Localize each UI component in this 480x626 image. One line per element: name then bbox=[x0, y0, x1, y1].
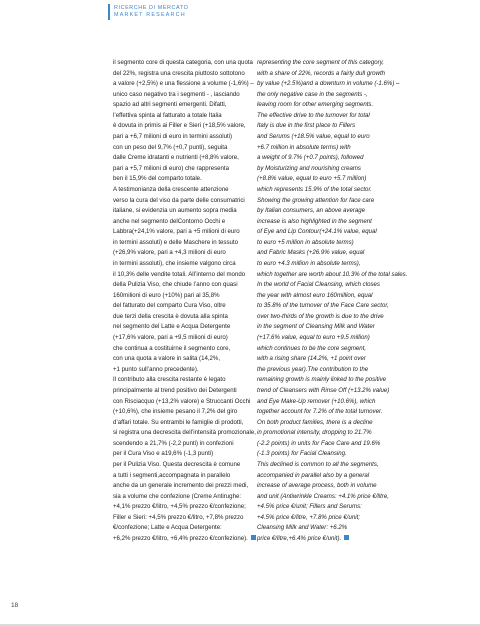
text-line-content: il segmento core di questa categoria, con una quota bbox=[113, 59, 253, 66]
text-line-content: by Moisturizing and nourishing creams bbox=[257, 164, 361, 172]
text-line-content: (+26,9% valore, pari a +4,3 milioni di euro bbox=[113, 249, 226, 257]
text-line-content: A testimonianza della crescente attenzione bbox=[113, 185, 229, 193]
text-line-content: The effective drive to the turnover for total bbox=[257, 111, 370, 119]
text-line-content: with a share of 22%, records a fairly dull growth bbox=[257, 69, 386, 77]
text-line bbox=[257, 354, 417, 365]
text-line-content: remaining growth is mainly linked to the positive bbox=[257, 376, 387, 384]
text-line-content: (-1.3 points) for Facial Cleansing. bbox=[257, 450, 347, 458]
text-line bbox=[257, 270, 417, 281]
text-line-content: (+17,6% valore, pari a +9,5 milioni di euro) bbox=[113, 334, 228, 342]
text-line-content: in termini assoluti), che insieme valgono circa bbox=[113, 259, 236, 267]
text-line-content: del fatturato del comparto Cura Viso, oltre bbox=[113, 302, 226, 310]
text-line bbox=[257, 449, 417, 460]
text-line-content: to euro +4.3 million in absolute terms), bbox=[257, 259, 361, 267]
text-line bbox=[257, 206, 417, 217]
text-line-content: verso la cura del viso da parte delle consumatrici bbox=[113, 196, 245, 204]
italian-text-column bbox=[113, 58, 269, 545]
brand-accent-bar bbox=[108, 4, 110, 20]
text-line bbox=[113, 143, 269, 154]
text-line bbox=[257, 164, 417, 175]
text-line bbox=[113, 58, 269, 69]
page-header bbox=[0, 0, 480, 24]
page-number: 18 bbox=[11, 602, 19, 609]
text-line-content: pari a +6,7 milioni di euro in termini assoluti) bbox=[113, 133, 233, 141]
text-line bbox=[257, 90, 417, 101]
text-line-content: This declined is common to all the segments, bbox=[257, 460, 379, 468]
text-line bbox=[257, 301, 417, 312]
text-line-content: price €/litre,+6.4% price €/unit). bbox=[257, 535, 342, 543]
text-line-content: which continues to be the core segment, bbox=[257, 344, 367, 352]
text-line-content: si registra una decrescita dell’intensità promozionale, bbox=[113, 429, 256, 437]
text-line-content: Italy is due in the first place to Fillers bbox=[257, 122, 356, 130]
text-line-content: and unit (Antiwrinkle Creams: +4.1% price €/litre, bbox=[257, 492, 389, 500]
text-line-content: representing the core segment of this category, bbox=[257, 59, 384, 66]
end-of-article-square-icon bbox=[344, 535, 349, 540]
text-line-content: €/confezione; Latte e Acqua Detergente: bbox=[113, 524, 222, 532]
text-line bbox=[257, 143, 417, 154]
text-line-content: a tutti i segmenti,accompagnata in parallelo bbox=[113, 471, 231, 479]
text-line bbox=[257, 534, 417, 545]
text-line-content: leaving room for other emerging segments. bbox=[257, 101, 374, 109]
text-line bbox=[257, 238, 417, 249]
text-line bbox=[257, 111, 417, 122]
text-line-content: del 22%, registra una crescita piuttosto sottotono bbox=[113, 69, 245, 77]
text-line bbox=[113, 397, 269, 408]
text-line bbox=[113, 502, 269, 513]
text-line bbox=[113, 386, 269, 397]
text-line-content: On both product families, there is a decline bbox=[257, 418, 373, 426]
text-line-content: +6.7 million in absolute terms) with bbox=[257, 143, 351, 151]
text-line bbox=[257, 121, 417, 132]
text-line bbox=[113, 354, 269, 365]
text-line-content: sia a volume che confezione (Creme Antirughe: bbox=[113, 492, 242, 500]
text-line bbox=[257, 418, 417, 429]
text-line-content: per il Pulizia Viso. Questa decrescita è comune bbox=[113, 460, 241, 468]
text-line bbox=[257, 79, 417, 90]
text-line bbox=[113, 534, 269, 545]
text-line-content: by value (+2.5%)and a downturn in volume (-1.6%) – bbox=[257, 80, 400, 88]
text-line-content: and Serums (+18.5% value, equal to euro bbox=[257, 133, 370, 141]
text-line-content: increase of average process, both in volume bbox=[257, 482, 377, 490]
text-line bbox=[257, 407, 417, 418]
text-line-content: l’effettiva spinta al fatturato a totale Italia bbox=[113, 111, 222, 119]
text-line-content: nel segmento del Latte e Acqua Detergente bbox=[113, 323, 231, 331]
text-line bbox=[113, 280, 269, 291]
text-line-content: anche da un generale incremento dei prezzi medi, bbox=[113, 482, 249, 490]
brand-title-english: MARKET RESEARCH bbox=[114, 12, 186, 18]
text-line-content: ben il 15,9% del comparto totale. bbox=[113, 175, 202, 183]
text-line-content: spazio ad altri segmenti emergenti. Difatti, bbox=[113, 101, 227, 109]
text-line-content: dalle Creme idratanti e nutrienti (+8,8% valore, bbox=[113, 154, 239, 162]
text-line-content: a weight of 9.7% (+0.7 points), followed bbox=[257, 154, 364, 162]
text-line bbox=[257, 375, 417, 386]
text-line bbox=[113, 185, 269, 196]
text-line-content: +4.5% price €/unit; Fillers and Serums: bbox=[257, 503, 362, 511]
text-line bbox=[257, 365, 417, 376]
text-line bbox=[113, 312, 269, 323]
text-line bbox=[113, 206, 269, 217]
text-line bbox=[113, 238, 269, 249]
text-line bbox=[113, 196, 269, 207]
text-line bbox=[113, 492, 269, 503]
text-line bbox=[113, 90, 269, 101]
text-line-content: the only negative case in the segments -, bbox=[257, 90, 368, 98]
text-line-content: Cleansing Milk and Water: +6.2% bbox=[257, 524, 348, 532]
text-line bbox=[113, 291, 269, 302]
text-line bbox=[257, 397, 417, 408]
text-line-content: principalmente al trend positivo dei Detergenti bbox=[113, 386, 237, 394]
text-line-content: italiane, si evidenzia un aumento sopra media bbox=[113, 207, 237, 215]
text-line-content: of Eye and Lip Contour(+24.1% value, equal bbox=[257, 228, 377, 236]
text-line-content: +6,2% prezzo €/litro, +6,4% prezzo €/confezione). bbox=[113, 535, 248, 543]
text-line bbox=[113, 270, 269, 281]
text-line bbox=[113, 259, 269, 270]
text-line-content: a valore (+2,5%) e una flessione a volume (-1,6%) – bbox=[113, 80, 254, 88]
text-line-content: Il contributo alla crescita restante è legato bbox=[113, 376, 226, 384]
end-of-article-square-icon bbox=[251, 535, 256, 540]
text-line-content: Showing the growing attention for face care bbox=[257, 196, 375, 204]
text-line-content: con una quota a valore in salita (14,2%, bbox=[113, 355, 221, 363]
text-line-content: Labbra(+24,1% valore, pari a +5 milioni di euro bbox=[113, 228, 240, 236]
brand-title-italian: RICERCHE DI MERCATO bbox=[114, 5, 189, 11]
text-line-content: pari a +5,7 milioni di euro) che rappresenta bbox=[113, 164, 230, 172]
text-line bbox=[113, 471, 269, 482]
text-line bbox=[257, 217, 417, 228]
text-line bbox=[257, 460, 417, 471]
text-line bbox=[257, 439, 417, 450]
text-line-content: the previous year).The contribution to the bbox=[257, 365, 369, 373]
text-line-content: con un peso del 9,7% (+0,7 punti), seguita bbox=[113, 143, 228, 151]
text-line bbox=[257, 471, 417, 482]
text-line bbox=[113, 428, 269, 439]
text-line bbox=[113, 153, 269, 164]
text-line-content: (+8.8% value, equal to euro +5.7 million) bbox=[257, 175, 367, 183]
text-line-content: per il Cura Viso e a19,6% (-1,3 punti) bbox=[113, 450, 214, 458]
text-line bbox=[257, 322, 417, 333]
text-line bbox=[257, 344, 417, 355]
text-line bbox=[113, 481, 269, 492]
text-line-content: +4,1% prezzo €/litro, +4,5% prezzo €/confezione; bbox=[113, 503, 246, 511]
text-line bbox=[257, 502, 417, 513]
text-line bbox=[113, 301, 269, 312]
text-line-content: the year with almost euro 160million, equal bbox=[257, 291, 373, 299]
text-line bbox=[257, 185, 417, 196]
text-line bbox=[257, 58, 417, 69]
english-text-column bbox=[257, 58, 417, 545]
text-line-content: in termini assoluti) e delle Maschere in tessuto bbox=[113, 238, 238, 246]
text-line-content: (+10,6%), che insieme pesano il 7,2% del giro bbox=[113, 408, 238, 416]
text-line bbox=[257, 132, 417, 143]
text-line bbox=[113, 217, 269, 228]
text-line bbox=[113, 449, 269, 460]
text-line bbox=[113, 111, 269, 122]
text-line-content: together account for 7.2% of the total turnover. bbox=[257, 408, 383, 416]
text-line bbox=[257, 428, 417, 439]
text-line bbox=[257, 481, 417, 492]
text-line-content: il 10,3% delle vendite totali. All’interno del mondo bbox=[113, 270, 246, 278]
text-line-content: in promotional intensity, dropping to 21.7% bbox=[257, 429, 372, 437]
text-line-content: 160milioni di euro (+10%) pari al 35,8% bbox=[113, 291, 220, 299]
text-line bbox=[257, 153, 417, 164]
text-line-content: and Eye Make-Up remover (+10.6%), which bbox=[257, 397, 376, 405]
text-line bbox=[113, 418, 269, 429]
text-line bbox=[257, 291, 417, 302]
text-line-content: della Pulizia Viso, che chiude l’anno con quasi bbox=[113, 281, 238, 289]
text-line-content: due terzi della crescita è dovuta alla spinta bbox=[113, 312, 228, 320]
text-line-content: Filler e Sieri: +4,5% prezzo €/litro, +7,8% prezzo bbox=[113, 513, 244, 521]
text-line bbox=[113, 69, 269, 80]
text-line bbox=[257, 386, 417, 397]
text-line-content: anche nel segmento delContorno Occhi e bbox=[113, 217, 226, 225]
text-line bbox=[113, 79, 269, 90]
text-line bbox=[113, 439, 269, 450]
text-line-content: accompanied in parallel also by a general bbox=[257, 471, 370, 479]
text-line bbox=[257, 513, 417, 524]
text-line-content: d’affari totale. Su entrambi le famiglie di prodotti, bbox=[113, 418, 244, 426]
text-line bbox=[257, 333, 417, 344]
text-line bbox=[257, 196, 417, 207]
text-line-content: with a rising share (14.2%, +1 point over bbox=[257, 355, 366, 363]
text-line bbox=[113, 322, 269, 333]
text-line-content: which together are worth about 10.3% of the total sales. bbox=[257, 270, 408, 278]
text-line-content: (-2.2 points) in units for Face Care and 19.6% bbox=[257, 439, 381, 447]
text-line bbox=[113, 333, 269, 344]
text-line-content: by Italian consumers, an above average bbox=[257, 207, 366, 215]
text-line-content: (+17.6% value, equal to euro +9.5 million) bbox=[257, 334, 370, 342]
text-line-content: che continua a costituirne il segmento core, bbox=[113, 344, 231, 352]
text-line-content: increase is also highlighted in the segment bbox=[257, 217, 372, 225]
text-line bbox=[113, 121, 269, 132]
text-line bbox=[113, 407, 269, 418]
text-line bbox=[113, 100, 269, 111]
text-line-content: to 35.8% of the turnover of the Face Care sector, bbox=[257, 302, 389, 310]
text-line-content: +4.5% price €/litre, +7.8% price €/unit; bbox=[257, 513, 360, 521]
text-line-content: over two-thirds of the growth is due to the drive bbox=[257, 312, 384, 320]
text-line-content: +1 punto sull’anno precedente). bbox=[113, 365, 199, 373]
text-line bbox=[257, 69, 417, 80]
text-line bbox=[257, 248, 417, 259]
text-line bbox=[257, 492, 417, 503]
text-line bbox=[113, 523, 269, 534]
text-line bbox=[257, 227, 417, 238]
text-line-content: unico caso negativo tra i segmenti - , lasciando bbox=[113, 90, 240, 98]
text-line bbox=[113, 174, 269, 185]
text-line bbox=[113, 365, 269, 376]
text-line bbox=[113, 248, 269, 259]
text-line bbox=[113, 460, 269, 471]
text-line bbox=[113, 375, 269, 386]
text-line bbox=[113, 513, 269, 524]
text-line-content: to euro +5 million in absolute terms) bbox=[257, 238, 354, 246]
text-line bbox=[257, 174, 417, 185]
text-line-content: è dovuta in primis ai Filler e Sieri (+18,5% valore, bbox=[113, 122, 246, 130]
text-line bbox=[257, 523, 417, 534]
text-line bbox=[113, 164, 269, 175]
text-line bbox=[257, 100, 417, 111]
text-line-content: In the world of Facial Cleansing, which closes bbox=[257, 281, 380, 289]
text-line-content: in the segment of Cleansing Milk and Water bbox=[257, 323, 375, 331]
text-line bbox=[113, 132, 269, 143]
text-line-content: trend of Cleansers with Rinse Off (+13.2% value) bbox=[257, 386, 390, 394]
text-line-content: con Risciacquo (+13,2% valore) e Struccanti Occhi bbox=[113, 397, 251, 405]
text-line bbox=[257, 312, 417, 323]
text-line-content: scendendo a 21,7% (-2,2 punti) in confezioni bbox=[113, 439, 234, 447]
text-line bbox=[113, 344, 269, 355]
text-line-content: which represents 15.9% of the total sector. bbox=[257, 185, 372, 193]
text-line bbox=[113, 227, 269, 238]
text-line-content: and Fabric Masks (+26.9% value, equal bbox=[257, 249, 365, 257]
text-line bbox=[257, 259, 417, 270]
text-line bbox=[257, 280, 417, 291]
